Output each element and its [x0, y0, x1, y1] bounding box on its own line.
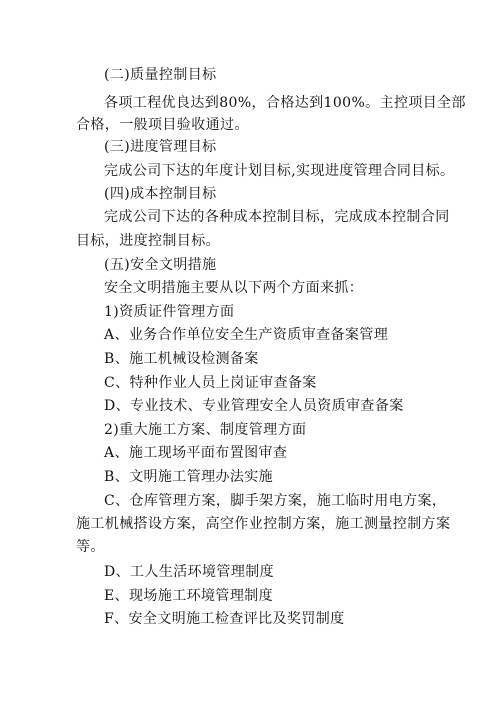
paragraph-line: 各项工程优良达到80%，合格达到100%。主控项目全部	[104, 95, 466, 111]
list-item: A、业务合作单位安全生产资质审查备案管理	[104, 327, 389, 343]
paragraph-line: 施工机械搭设方案，高空作业控制方案，施工测量控制方案	[76, 516, 451, 532]
heading-quality-target: (二)质量控制目标	[104, 67, 217, 83]
paragraph-line: 完成公司下达的年度计划目标,实现进度管理合同目标。	[104, 163, 455, 179]
heading-safety-measures: (五)安全文明措施	[104, 257, 217, 273]
paragraph-line: 合格，一般项目验收通过。	[76, 117, 249, 133]
subheading-major-plans: 2)重大施工方案、制度管理方面	[104, 422, 307, 438]
heading-schedule-target: (三)进度管理目标	[104, 139, 217, 155]
list-item: A、施工现场平面布置图审查	[104, 445, 288, 461]
paragraph-line: 完成公司下达的各种成本控制目标，完成成本控制合同	[104, 209, 450, 225]
list-item: F、安全文明施工检查评比及奖罚制度	[104, 611, 345, 627]
list-item: E、现场施工环境管理制度	[104, 588, 274, 604]
paragraph-line: 安全文明措施主要从以下两个方面来抓：	[104, 280, 364, 296]
subheading-qualification: 1)资质证件管理方面	[104, 304, 235, 320]
list-item: C、特种作业人员上岗证审查备案	[104, 375, 317, 391]
list-item: D、专业技术、专业管理安全人员资质审查备案	[104, 398, 404, 414]
list-item: D、工人生活环境管理制度	[104, 564, 275, 580]
list-item: B、文明施工管理办法实施	[104, 469, 274, 485]
heading-cost-target: (四)成本控制目标	[104, 186, 217, 202]
list-item: B、施工机械设检测备案	[104, 351, 259, 367]
list-item: C、仓库管理方案，脚手架方案，施工临时用电方案，	[104, 493, 447, 509]
paragraph-line: 等。	[76, 539, 105, 555]
paragraph-line: 目标，进度控制目标。	[76, 233, 220, 249]
